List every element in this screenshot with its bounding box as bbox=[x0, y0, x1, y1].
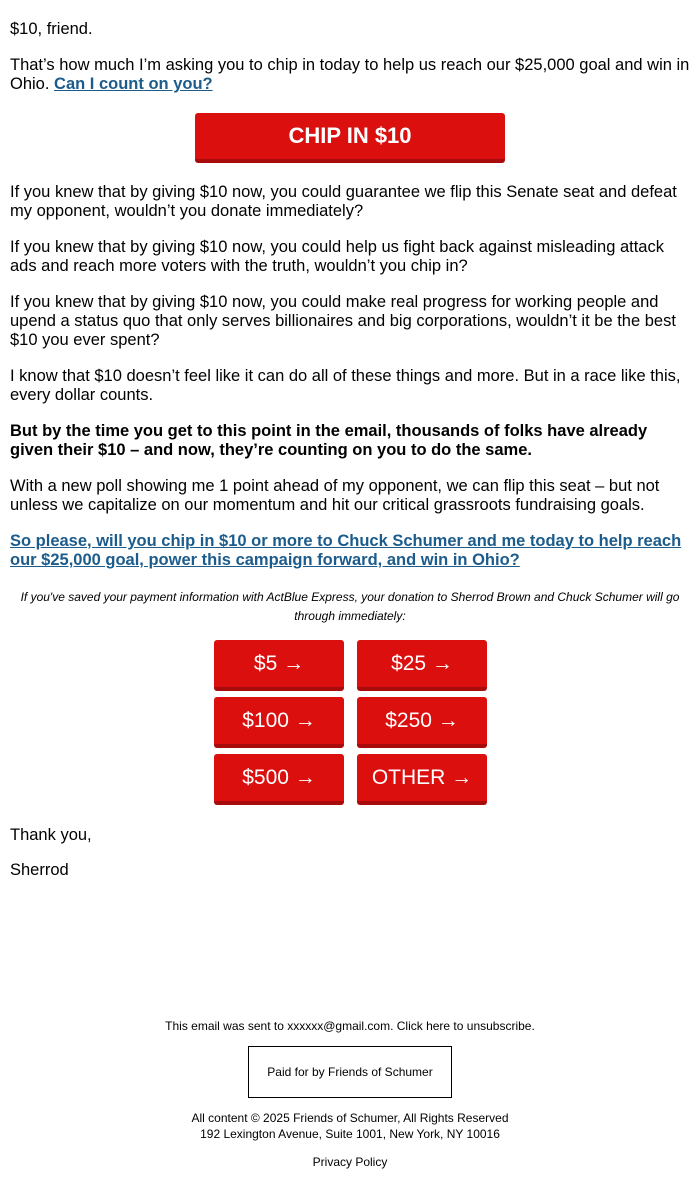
intro-paragraph bbox=[10, 56, 690, 94]
donate-500-button[interactable]: $500 → bbox=[214, 754, 344, 805]
signature: Sherrod bbox=[10, 861, 69, 879]
donate-100-button[interactable]: $100 → bbox=[214, 697, 344, 748]
closing: Thank you, bbox=[10, 826, 92, 844]
intro-text: That’s how much I’m asking you to chip in today to help us reach our $25,000 goal and win in Ohio. bbox=[10, 56, 690, 93]
privacy-policy-link[interactable]: Privacy Policy bbox=[312, 1155, 388, 1169]
paragraph-4: I know that $10 doesn’t feel like it can do all of these things and more. But in a race like this, every dollar counts. bbox=[10, 367, 681, 404]
cta-paragraph bbox=[10, 532, 690, 570]
chip-in-cta-link[interactable]: So please, will you chip in $10 or more to Chuck Schumer and me today to help reach our $25,000 goal, power this campaign forward, and win in Ohio? bbox=[10, 532, 682, 569]
count-on-you-link[interactable]: Can I count on you? bbox=[54, 75, 213, 93]
unsubscribe-line[interactable]: This email was sent to xxxxxx@gmail.com. Click here to unsubscribe. bbox=[165, 1019, 535, 1033]
paragraph-2: If you knew that by giving $10 now, you could help us fight back against misleading attack ads and reach more voters with the truth, wouldn’t you chip in? bbox=[10, 238, 664, 275]
bold-paragraph: But by the time you get to this point in the email, thousands of folks have already given their $10 – and now, they’re counting on you to do the same. bbox=[10, 422, 648, 459]
copyright: All content © 2025 Friends of Schumer, All Rights Reserved bbox=[191, 1111, 509, 1125]
donate-other-button[interactable]: OTHER → bbox=[357, 754, 487, 805]
paragraph-1: If you knew that by giving $10 now, you could guarantee we flip this Senate seat and defeat my opponent, wouldn’t you donate immediately? bbox=[10, 183, 677, 220]
donate-5-button[interactable]: $5 → bbox=[214, 640, 344, 691]
donate-250-button[interactable]: $250 → bbox=[357, 697, 487, 748]
actblue-express-note: If you've saved your payment information with ActBlue Express, your donation to Sherrod Brown and Chuck Schumer will go through immediately: bbox=[20, 590, 680, 623]
poll-paragraph: With a new poll showing me 1 point ahead of my opponent, we can flip this seat – but not unless we capitalize on our momentum and hit our critical grassroots fundraising goals. bbox=[10, 477, 660, 514]
chip-in-button[interactable]: CHIP IN $10 bbox=[195, 113, 505, 163]
greeting: $10, friend. bbox=[10, 20, 93, 38]
donate-25-button[interactable]: $25 → bbox=[357, 640, 487, 691]
paragraph-3: If you knew that by giving $10 now, you could make real progress for working people and upend a status quo that only serves billionaires and big corporations, wouldn’t it be the best $10 you ever spent? bbox=[10, 293, 676, 349]
paid-for-box: Paid for by Friends of Schumer bbox=[248, 1046, 452, 1098]
address: 192 Lexington Avenue, Suite 1001, New York, NY 10016 bbox=[200, 1127, 500, 1141]
